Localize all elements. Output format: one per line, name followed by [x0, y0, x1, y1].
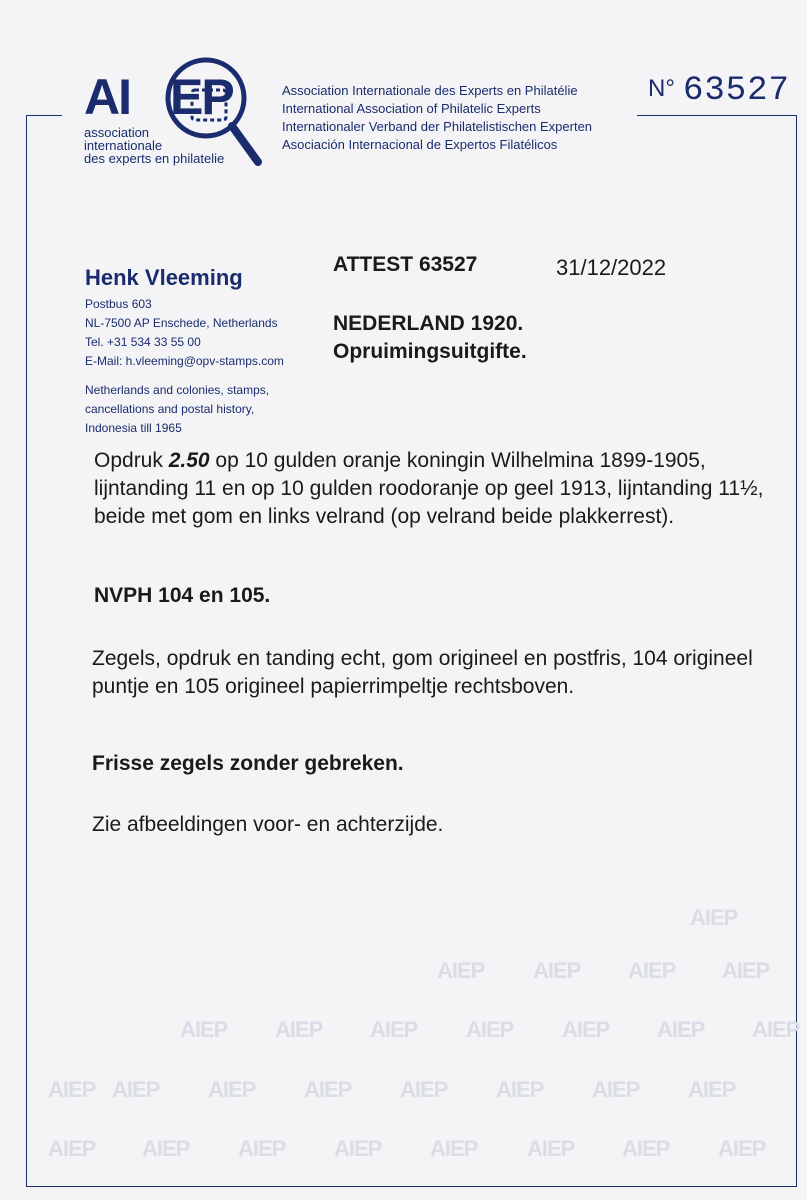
- watermark-logo: AIEP: [400, 1077, 448, 1102]
- association-name-en: International Association of Philatelic Experts: [282, 101, 541, 116]
- watermark-logo: AIEP: [722, 958, 770, 983]
- watermark-logo: AIEP: [208, 1077, 256, 1102]
- logo-text-ep: EP: [170, 69, 233, 125]
- watermark-logo: AIEP: [690, 905, 738, 930]
- findings-text: Zegels, opdruk en tanding echt, gom origineel en postfris, 104 origineel puntje en 105 origineel papierrimpeltje rechtsboven.: [92, 647, 753, 698]
- association-name-de: Internationaler Verband der Philatelistischen Experten: [282, 119, 593, 134]
- catalogue-number: NVPH 104 en 105.: [94, 584, 271, 607]
- attest-subject: [333, 310, 527, 366]
- watermark-logo: AIEP: [592, 1077, 640, 1102]
- attest-issue: Opruimingsuitgifte.: [333, 340, 527, 363]
- watermark-logo: AIEP: [496, 1077, 544, 1102]
- frame-border-top-right: [637, 115, 797, 116]
- see-images-note: Zie afbeeldingen voor- en achterzijde.: [92, 813, 444, 836]
- expert-speciality-line: Indonesia till 1965: [85, 421, 182, 435]
- description-text: op 10 gulden oranje koningin Wilhelmina 1899-1905, lijntanding 11 en op 10 gulden roodoranje op geel 1913, lijntanding 11½, beide met gom en links velrand (op velrand beide plakkerrest).: [94, 449, 764, 528]
- watermark-logo: AIEP: [142, 1136, 190, 1161]
- expert-address-line: NL-7500 AP Enschede, Netherlands: [85, 316, 278, 330]
- expert-name: Henk Vleeming: [85, 265, 243, 290]
- watermark-logo: AIEP: [112, 1077, 160, 1102]
- watermark-logo: AIEP: [752, 1017, 800, 1042]
- certificate-number: [648, 72, 790, 110]
- frame-border-top-left: [26, 115, 62, 116]
- stamp-description: [94, 447, 784, 531]
- attest-country: NEDERLAND 1920.: [333, 312, 524, 335]
- logo-subtitle-line: association: [84, 125, 150, 140]
- expert-speciality-line: Netherlands and colonies, stamps,: [85, 383, 270, 397]
- watermark-logo: AIEP: [48, 1136, 96, 1161]
- attest-title: ATTEST 63527: [333, 253, 478, 276]
- certificate-number-value: 63527: [682, 72, 790, 110]
- watermark-logo: AIEP: [275, 1017, 323, 1042]
- watermark-logo: AIEP: [562, 1017, 610, 1042]
- logo-subtitle-line: des experts en philatelie: [84, 151, 225, 166]
- watermark-logo: AIEP: [533, 958, 581, 983]
- logo-text-ai: AI: [84, 69, 130, 125]
- watermark-logo: AIEP: [527, 1136, 575, 1161]
- description-text: Opdruk: [94, 449, 169, 472]
- expert-email: E-Mail: h.vleeming@opv-stamps.com: [85, 354, 284, 368]
- expert-info: [85, 265, 284, 438]
- expert-address-line: Postbus 603: [85, 297, 152, 311]
- attest-date: 31/12/2022: [556, 255, 667, 280]
- watermark-logo: AIEP: [334, 1136, 382, 1161]
- watermark-logo: AIEP: [718, 1136, 766, 1161]
- logo-subtitle-line: internationale: [84, 138, 163, 153]
- association-name-es: Asociación Internacional de Expertos Filatélicos: [282, 137, 558, 152]
- expert-speciality-line: cancellations and postal history,: [85, 402, 255, 416]
- watermark-logo: AIEP: [657, 1017, 705, 1042]
- watermark-logo: AIEP: [430, 1136, 478, 1161]
- certificate-number-prefix: N°: [648, 75, 675, 102]
- watermark-logo: AIEP: [437, 958, 485, 983]
- watermark-logo: AIEP: [238, 1136, 286, 1161]
- watermark-logo: AIEP: [688, 1077, 736, 1102]
- aiep-logo: [84, 56, 264, 176]
- frame-border-bottom: [26, 1186, 797, 1187]
- overprint-value: 2.50: [168, 449, 210, 472]
- watermark-logo: AIEP: [466, 1017, 514, 1042]
- frame-border-left: [26, 115, 27, 1187]
- watermark-logo: AIEP: [370, 1017, 418, 1042]
- watermark-logo: AIEP: [180, 1017, 228, 1042]
- watermark-logo: AIEP: [304, 1077, 352, 1102]
- logo-subtitle: [84, 126, 224, 165]
- association-name-fr: Association Internationale des Experts en Philatélie: [282, 83, 578, 98]
- association-names: [282, 82, 592, 154]
- watermark-logo: AIEP: [628, 958, 676, 983]
- watermark-logo: AIEP: [622, 1136, 670, 1161]
- expert-phone: Tel. +31 534 33 55 00: [85, 335, 201, 349]
- watermark-logo: AIEP: [48, 1077, 96, 1102]
- verdict-text: Frisse zegels zonder gebreken.: [92, 752, 404, 775]
